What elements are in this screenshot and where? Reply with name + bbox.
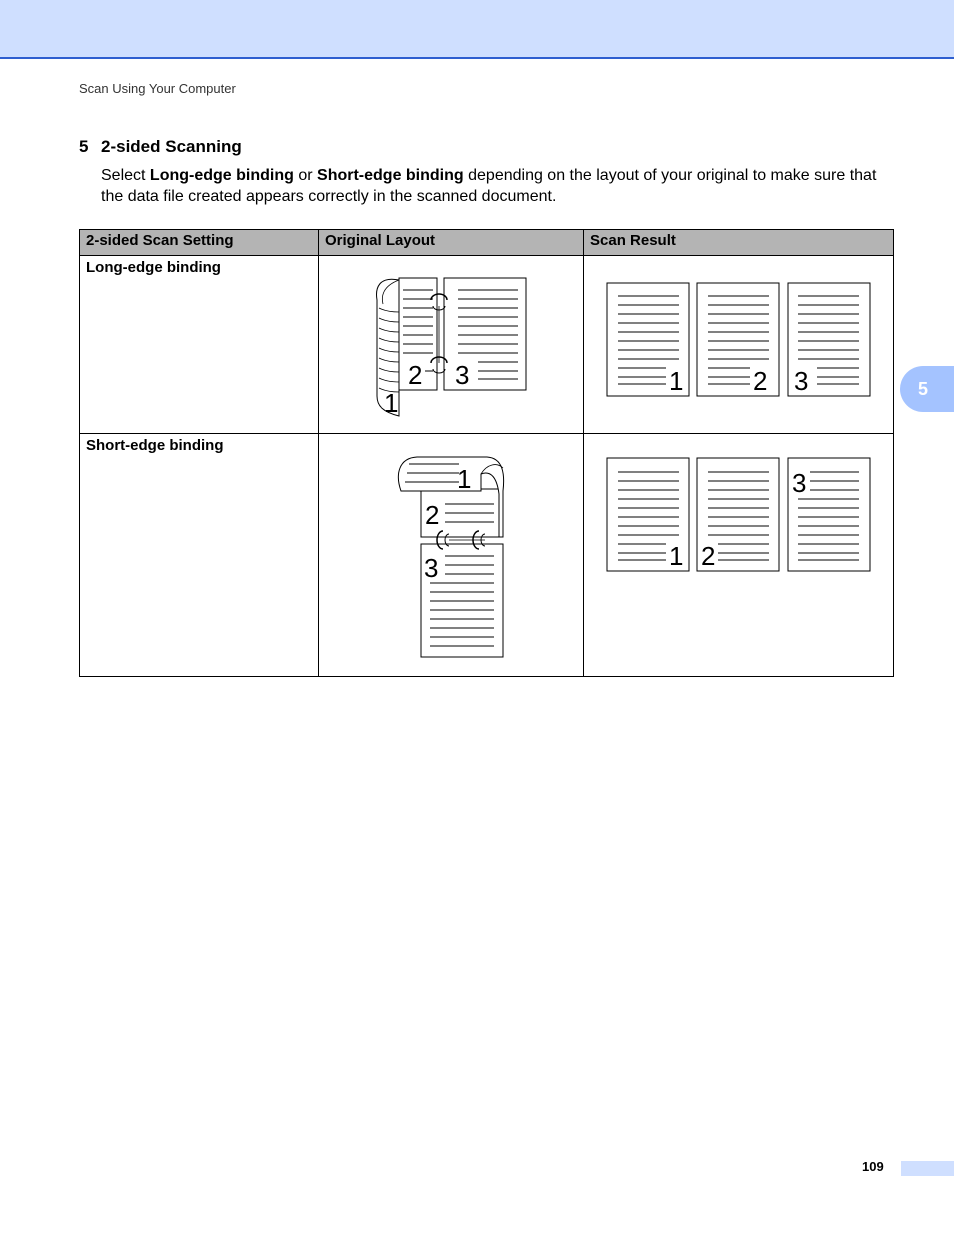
page-number-2: 2 <box>408 360 423 390</box>
intro-suffix: depending on the layout of your original to make sure that the data file created appears correctly in the scanned document. <box>101 167 877 205</box>
column-header-scan-result: Scan Result <box>584 230 894 256</box>
top-header-band <box>0 0 954 59</box>
intro-paragraph <box>101 165 901 207</box>
result-page-number-2: 2 <box>753 366 768 396</box>
short-edge-original-illustration <box>319 434 584 676</box>
page-number-1: 1 <box>384 388 399 418</box>
result-page-number-3: 3 <box>794 366 809 396</box>
scan-settings-table <box>79 229 894 677</box>
page-number-3: 3 <box>424 553 439 583</box>
long-edge-original-illustration <box>319 256 584 433</box>
page-number-3: 3 <box>455 360 470 390</box>
intro-option-long-edge: Long-edge binding <box>149 167 294 184</box>
section-title: 2-sided Scanning <box>101 137 242 156</box>
table-row <box>80 434 894 677</box>
result-page-number-2: 2 <box>701 541 716 571</box>
result-page-number-1: 1 <box>669 366 684 396</box>
setting-cell-short-edge <box>80 434 319 677</box>
intro-prefix: Select <box>101 167 150 184</box>
original-layout-cell-long-edge <box>319 256 584 434</box>
page-number-2: 2 <box>425 500 440 530</box>
page-number: 109 <box>862 1159 884 1174</box>
scan-result-cell-short-edge <box>584 434 894 677</box>
table-header-row <box>80 230 894 256</box>
setting-cell-long-edge <box>80 256 319 434</box>
short-edge-scan-result-illustration <box>584 434 894 676</box>
long-edge-scan-result-illustration <box>584 256 894 433</box>
scan-result-cell-long-edge <box>584 256 894 434</box>
result-page-number-3: 3 <box>792 468 807 498</box>
section-number: 5 <box>79 137 89 156</box>
intro-option-short-edge: Short-edge binding <box>317 167 464 184</box>
section-heading <box>79 137 242 157</box>
result-page-number-1: 1 <box>669 541 684 571</box>
setting-label-short-edge: Short-edge binding <box>86 437 224 454</box>
original-layout-cell-short-edge <box>319 434 584 677</box>
setting-label-long-edge: Long-edge binding <box>86 259 221 276</box>
column-header-original-layout: Original Layout <box>319 230 584 256</box>
column-header-setting: 2-sided Scan Setting <box>80 230 319 256</box>
intro-middle: or <box>293 167 318 184</box>
running-head: Scan Using Your Computer <box>79 81 236 96</box>
table-row <box>80 256 894 434</box>
chapter-side-tab: 5 <box>900 366 954 412</box>
page-number-1: 1 <box>457 464 472 494</box>
footer-band <box>901 1161 954 1176</box>
